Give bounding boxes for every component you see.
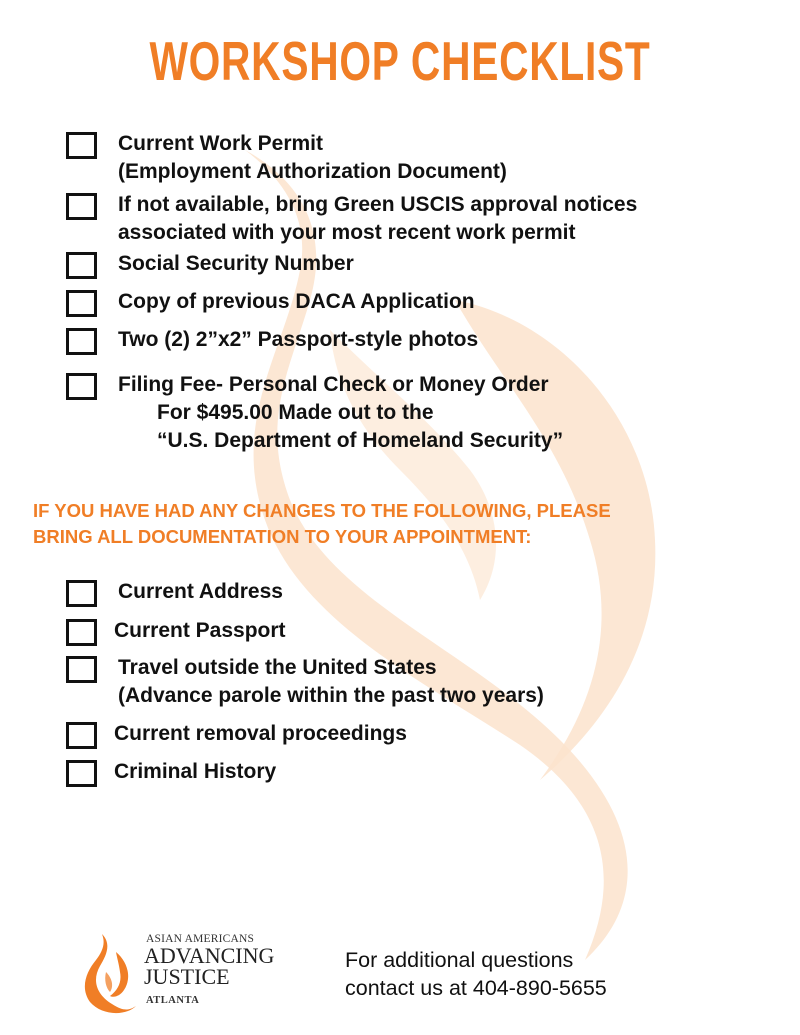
item-text [114,758,276,786]
item-line: associated with your most recent work permit [118,221,576,244]
checkbox-icon[interactable] [66,722,97,749]
item-line: Current Passport [114,619,286,642]
item-text [114,617,286,645]
item-line: Travel outside the United States [118,656,437,679]
item-line: Copy of previous DACA Application [118,290,475,313]
checkbox-icon[interactable] [66,580,97,607]
item-line: Filing Fee- Personal Check or Money Order [118,373,549,396]
item-line: Current removal proceedings [114,722,407,745]
item-line: “U.S. Department of Homeland Security” [157,429,564,452]
item-line: Current Address [118,580,283,603]
item-line: If not available, bring Green USCIS approval notices [118,193,638,216]
checkbox-icon[interactable] [66,290,97,317]
logo-line: JUSTICE [144,964,230,989]
checkbox-icon[interactable] [66,252,97,279]
item-text [118,654,544,710]
checkbox-icon[interactable] [66,328,97,355]
item-line: For $495.00 Made out to the [157,401,434,424]
logo-subtitle: ATLANTA [146,995,200,1006]
item-text [114,720,407,748]
item-line: Two (2) 2”x2” Passport-style photos [118,328,479,351]
logo-line: ADVANCING [144,943,275,968]
item-text [118,288,475,316]
checkbox-icon[interactable] [66,656,97,683]
checkbox-icon[interactable] [66,373,97,400]
checkbox-icon[interactable] [66,132,97,159]
item-text [118,250,354,278]
notice-line: BRING ALL DOCUMENTATION TO YOUR APPOINTMENT: [33,526,532,547]
item-text [118,130,507,186]
logo-wordmark [144,945,274,987]
item-line: Social Security Number [118,252,354,275]
page-title: WORKSHOP CHECKLIST [149,30,651,92]
item-line: (Employment Authorization Document) [118,160,507,183]
item-text [118,371,563,455]
contact-info [345,946,607,1002]
organization-logo [82,932,302,1022]
item-text [118,578,283,606]
item-line: Criminal History [114,760,277,783]
changes-notice [33,498,773,550]
item-text [118,326,478,354]
item-line: (Advance parole within the past two years) [118,684,544,707]
checkbox-icon[interactable] [66,760,97,787]
item-line: Current Work Permit [118,132,323,155]
logo-pretitle: ASIAN AMERICANS [146,933,255,945]
checkbox-icon[interactable] [66,193,97,220]
contact-line: contact us at 404-890-5655 [345,976,607,1000]
contact-line: For additional questions [345,948,574,972]
notice-line: IF YOU HAVE HAD ANY CHANGES TO THE FOLLOWING, PLEASE [33,500,611,521]
checkbox-icon[interactable] [66,619,97,646]
flame-logo-icon [82,932,140,1016]
item-text [118,191,637,247]
